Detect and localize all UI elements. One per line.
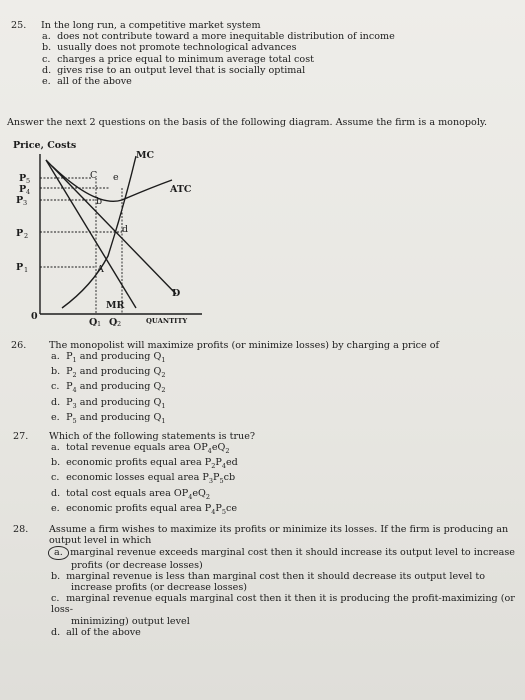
svg-text:3: 3 [23, 199, 28, 207]
question-stem: The monopolist will maximize profits (or minimize losses) by charging a price of [49, 340, 440, 351]
question-stem: Which of the following statements is true? [49, 431, 256, 442]
option-c[interactable]: c. marginal revenue equals marginal cost then it then it is producing the profit-maximizing (or loss- [51, 593, 515, 616]
y-axis-label: Price, Costs [13, 140, 77, 151]
origin-label: 0 [31, 311, 38, 322]
average-total-cost-curve [52, 166, 172, 201]
demand-label: D [172, 288, 181, 299]
svg-text:2: 2 [24, 232, 29, 240]
question-27 [13, 431, 513, 518]
option-d[interactable]: d. total cost equals area $OP_4eQ_2$ [51, 487, 211, 501]
svg-text:P: P [16, 195, 24, 206]
atc-label: ATC [170, 184, 192, 195]
option-e[interactable]: e. $P_5$ and producing $Q_1$ [51, 411, 166, 425]
option-b[interactable]: b. economic profits equal area $P_2P_4ed$ [51, 457, 238, 471]
question-number: 28. [13, 524, 29, 535]
question-number: 27. [13, 431, 29, 442]
option-c[interactable]: c. charges a price equal to minimum average total cost [42, 53, 314, 65]
svg-text:4: 4 [26, 188, 31, 196]
svg-text:1: 1 [24, 266, 29, 274]
svg-text:P: P [19, 173, 27, 184]
demand-curve [46, 160, 176, 294]
question-number: 26. [11, 340, 27, 351]
option-d[interactable]: d. all of the above [51, 626, 141, 638]
point-e-label: e [113, 172, 119, 183]
x-axis-label: QUANTITY [146, 317, 188, 325]
question-26 [11, 340, 511, 427]
diagram-instructions: Answer the next 2 questions on the basis of the following diagram. Assume the firm is a monopoly. [7, 117, 488, 128]
option-a[interactable]: a. does not contribute toward a more inequitable distribution of income [42, 31, 395, 43]
question-25 [11, 20, 511, 87]
option-c[interactable]: c. $P_4$ and producing $Q_2$ [51, 381, 166, 395]
mc-label: MC [136, 150, 155, 161]
option-b[interactable]: b. $P_2$ and producing $Q_2$ [51, 366, 166, 380]
quantity-label-q1 [89, 317, 101, 326]
point-c-label: C [90, 170, 98, 181]
option-c-continued: minimizing) output level [71, 615, 190, 627]
price-label-p1 [16, 262, 28, 274]
price-label-p3 [16, 195, 27, 207]
svg-text:2: 2 [117, 320, 122, 326]
question-stem-line-1: Assume a firm wishes to maximize its profits or minimize its losses. If the firm is producing an [49, 524, 509, 535]
option-c[interactable]: c. economic losses equal area $P_3P_5cb$ [51, 472, 236, 486]
option-d[interactable]: d. gives rise to an output level that is socially optimal [42, 64, 306, 76]
option-a-continued: profits (or decrease losses) [71, 559, 203, 571]
circled-answer-mark: a. [48, 546, 69, 559]
svg-text:P: P [16, 262, 24, 273]
question-number: 25. [11, 20, 27, 31]
option-e[interactable]: e. economic profits equal area $P_4P_5ce$ [51, 502, 238, 516]
mr-label: MR [106, 300, 125, 311]
option-b[interactable]: b. usually does not promote technological advances [42, 42, 297, 54]
question-stem-line-2: output level in which [49, 535, 152, 547]
svg-text:P: P [16, 228, 24, 239]
option-d[interactable]: d. $P_3$ and producing $Q_1$ [51, 396, 166, 410]
option-b[interactable]: b. marginal revenue is less than marginal cost then it should decrease its output level to [51, 570, 485, 582]
quantity-label-q2 [109, 317, 121, 326]
question-28 [13, 524, 518, 638]
point-b-label: b [96, 196, 103, 207]
svg-text:Q: Q [89, 317, 98, 326]
svg-text:Q: Q [109, 317, 118, 326]
svg-text:1: 1 [97, 320, 102, 326]
monopoly-diagram [0, 136, 220, 326]
svg-text:5: 5 [26, 177, 31, 185]
price-label-p2 [16, 228, 28, 240]
svg-text:P: P [19, 184, 27, 195]
question-stem: In the long run, a competitive market system [41, 20, 261, 31]
option-b-continued: increase profits (or decrease losses) [71, 582, 247, 594]
option-e[interactable]: e. all of the above [42, 76, 132, 88]
option-a[interactable]: a. marginal revenue exceeds marginal cost then it should increase its output level to increase [51, 546, 518, 559]
option-a[interactable]: a. total revenue equals area $OP_4eQ_2$ [51, 442, 230, 456]
point-d-label: d [122, 224, 129, 235]
option-a[interactable]: a. $P_1$ and producing $Q_1$ [51, 351, 166, 365]
point-a-label: A [97, 264, 104, 275]
